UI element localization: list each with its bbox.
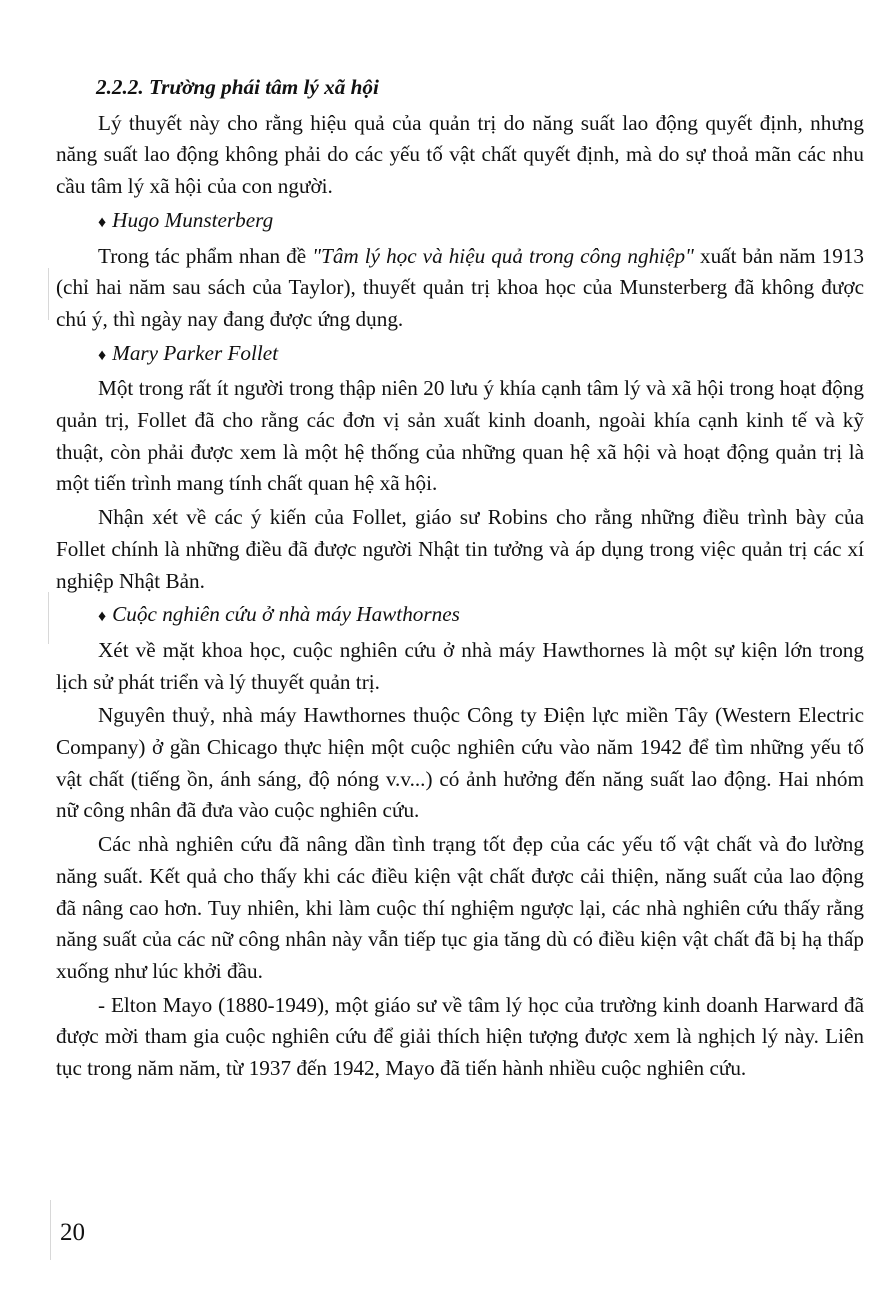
bullet-heading-munsterberg — [98, 205, 864, 239]
munsterberg-paragraph — [56, 241, 864, 336]
diamond-bullet-icon: ♦ — [98, 213, 107, 231]
bullet-heading-follet — [98, 338, 864, 372]
page-number: 20 — [60, 1219, 85, 1246]
follet-paragraph-1: Một trong rất ít người trong thập niên 20 lưu ý khía cạnh tâm lý và xã hội trong hoạt động quản trị, Follet đã cho rằng các đơn vị sản xuất kinh doanh, ngoài khía cạnh kinh tế và kỹ thuật, còn phải được xem là một hệ thống của những quan hệ xã hội và hoạt động quản trị là một tiến trình mang tính chất quan hệ xã hội. — [56, 376, 864, 496]
scan-artifact — [48, 268, 49, 320]
follet-paragraph-2: Nhận xét về các ý kiến của Follet, giáo sư Robins cho rằng những điều trình bày của Follet chính là những điều đã được người Nhật tin tưởng và áp dụng trong việc quản trị các xí nghiệp Nhật Bản. — [56, 505, 864, 593]
hawthornes-paragraph-2: Nguyên thuỷ, nhà máy Hawthornes thuộc Công ty Điện lực miền Tây (Western Electric Company) ở gần Chicago thực hiện một cuộc nghiên cứu vào năm 1942 để tìm những yếu tố vật chất (tiếng ồn, ánh sáng, độ nóng v.v...) có ảnh hưởng đến năng suất lao động. Hai nhóm nữ công nhân đã đưa vào cuộc nghiên cứu. — [56, 703, 864, 823]
scan-artifact — [48, 592, 49, 644]
page-body — [56, 72, 864, 1087]
text-span: xuất bản năm 1913 (chỉ hai năm sau sách của Taylor), thuyết quản trị khoa học của Munsterberg đã không được chú ý, thì ngày nay đang được ứng dụng. — [56, 243, 865, 331]
scan-artifact — [50, 1200, 51, 1260]
hawthornes-paragraph-4: - Elton Mayo (1880-1949), một giáo sư về tâm lý học của trường kinh doanh Harward đã được mời tham gia cuộc nghiên cứu để giải thích hiện tượng được xem là nghịch lý này. Liên tục trong năm năm, từ 1937 đến 1942, Mayo đã tiến hành nhiều cuộc nghiên cứu. — [56, 992, 864, 1081]
diamond-bullet-icon: ♦ — [98, 608, 107, 626]
bullet-label: Cuộc nghiên cứu ở nhà máy Hawthornes — [112, 602, 460, 627]
bullet-heading-hawthornes — [98, 599, 864, 633]
intro-paragraph: Lý thuyết này cho rằng hiệu quả của quản trị do năng suất lao động quyết định, nhưng năng suất lao động không phải do các yếu tố vật chất quyết định, mà do sự thoả mãn các nhu cầu tâm lý xã hội của con người. — [56, 110, 864, 199]
bullet-label: Mary Parker Follet — [112, 340, 279, 365]
hawthornes-paragraph-3: Các nhà nghiên cứu đã nâng dần tình trạng tốt đẹp của các yếu tố vật chất và đo lường năng suất. Kết quả cho thấy khi các điều kiện vật chất được cải thiện, năng suất của lao động đã nâng cao hơn. Tuy nhiên, khi làm cuộc thí nghiệm ngược lại, các nhà nghiên cứu thấy rằng năng suất của các nữ công nhân này vẫn tiếp tục gia tăng dù có điều kiện vật chất đã bị hạ thấp xuống như lúc khởi đầu. — [56, 832, 864, 983]
hawthornes-paragraph-1: Xét về mặt khoa học, cuộc nghiên cứu ở nhà máy Hawthornes là một sự kiện lớn trong lịch sử phát triển và lý thuyết quản trị. — [56, 637, 864, 694]
text-span: Trong tác phẩm nhan đề — [98, 243, 313, 268]
section-heading: 2.2.2. Trường phái tâm lý xã hội — [96, 75, 379, 99]
bullet-label: Hugo Munsterberg — [112, 207, 274, 232]
diamond-bullet-icon: ♦ — [98, 346, 107, 364]
book-title: "Tâm lý học và hiệu quả trong công nghiệp" — [312, 243, 694, 268]
